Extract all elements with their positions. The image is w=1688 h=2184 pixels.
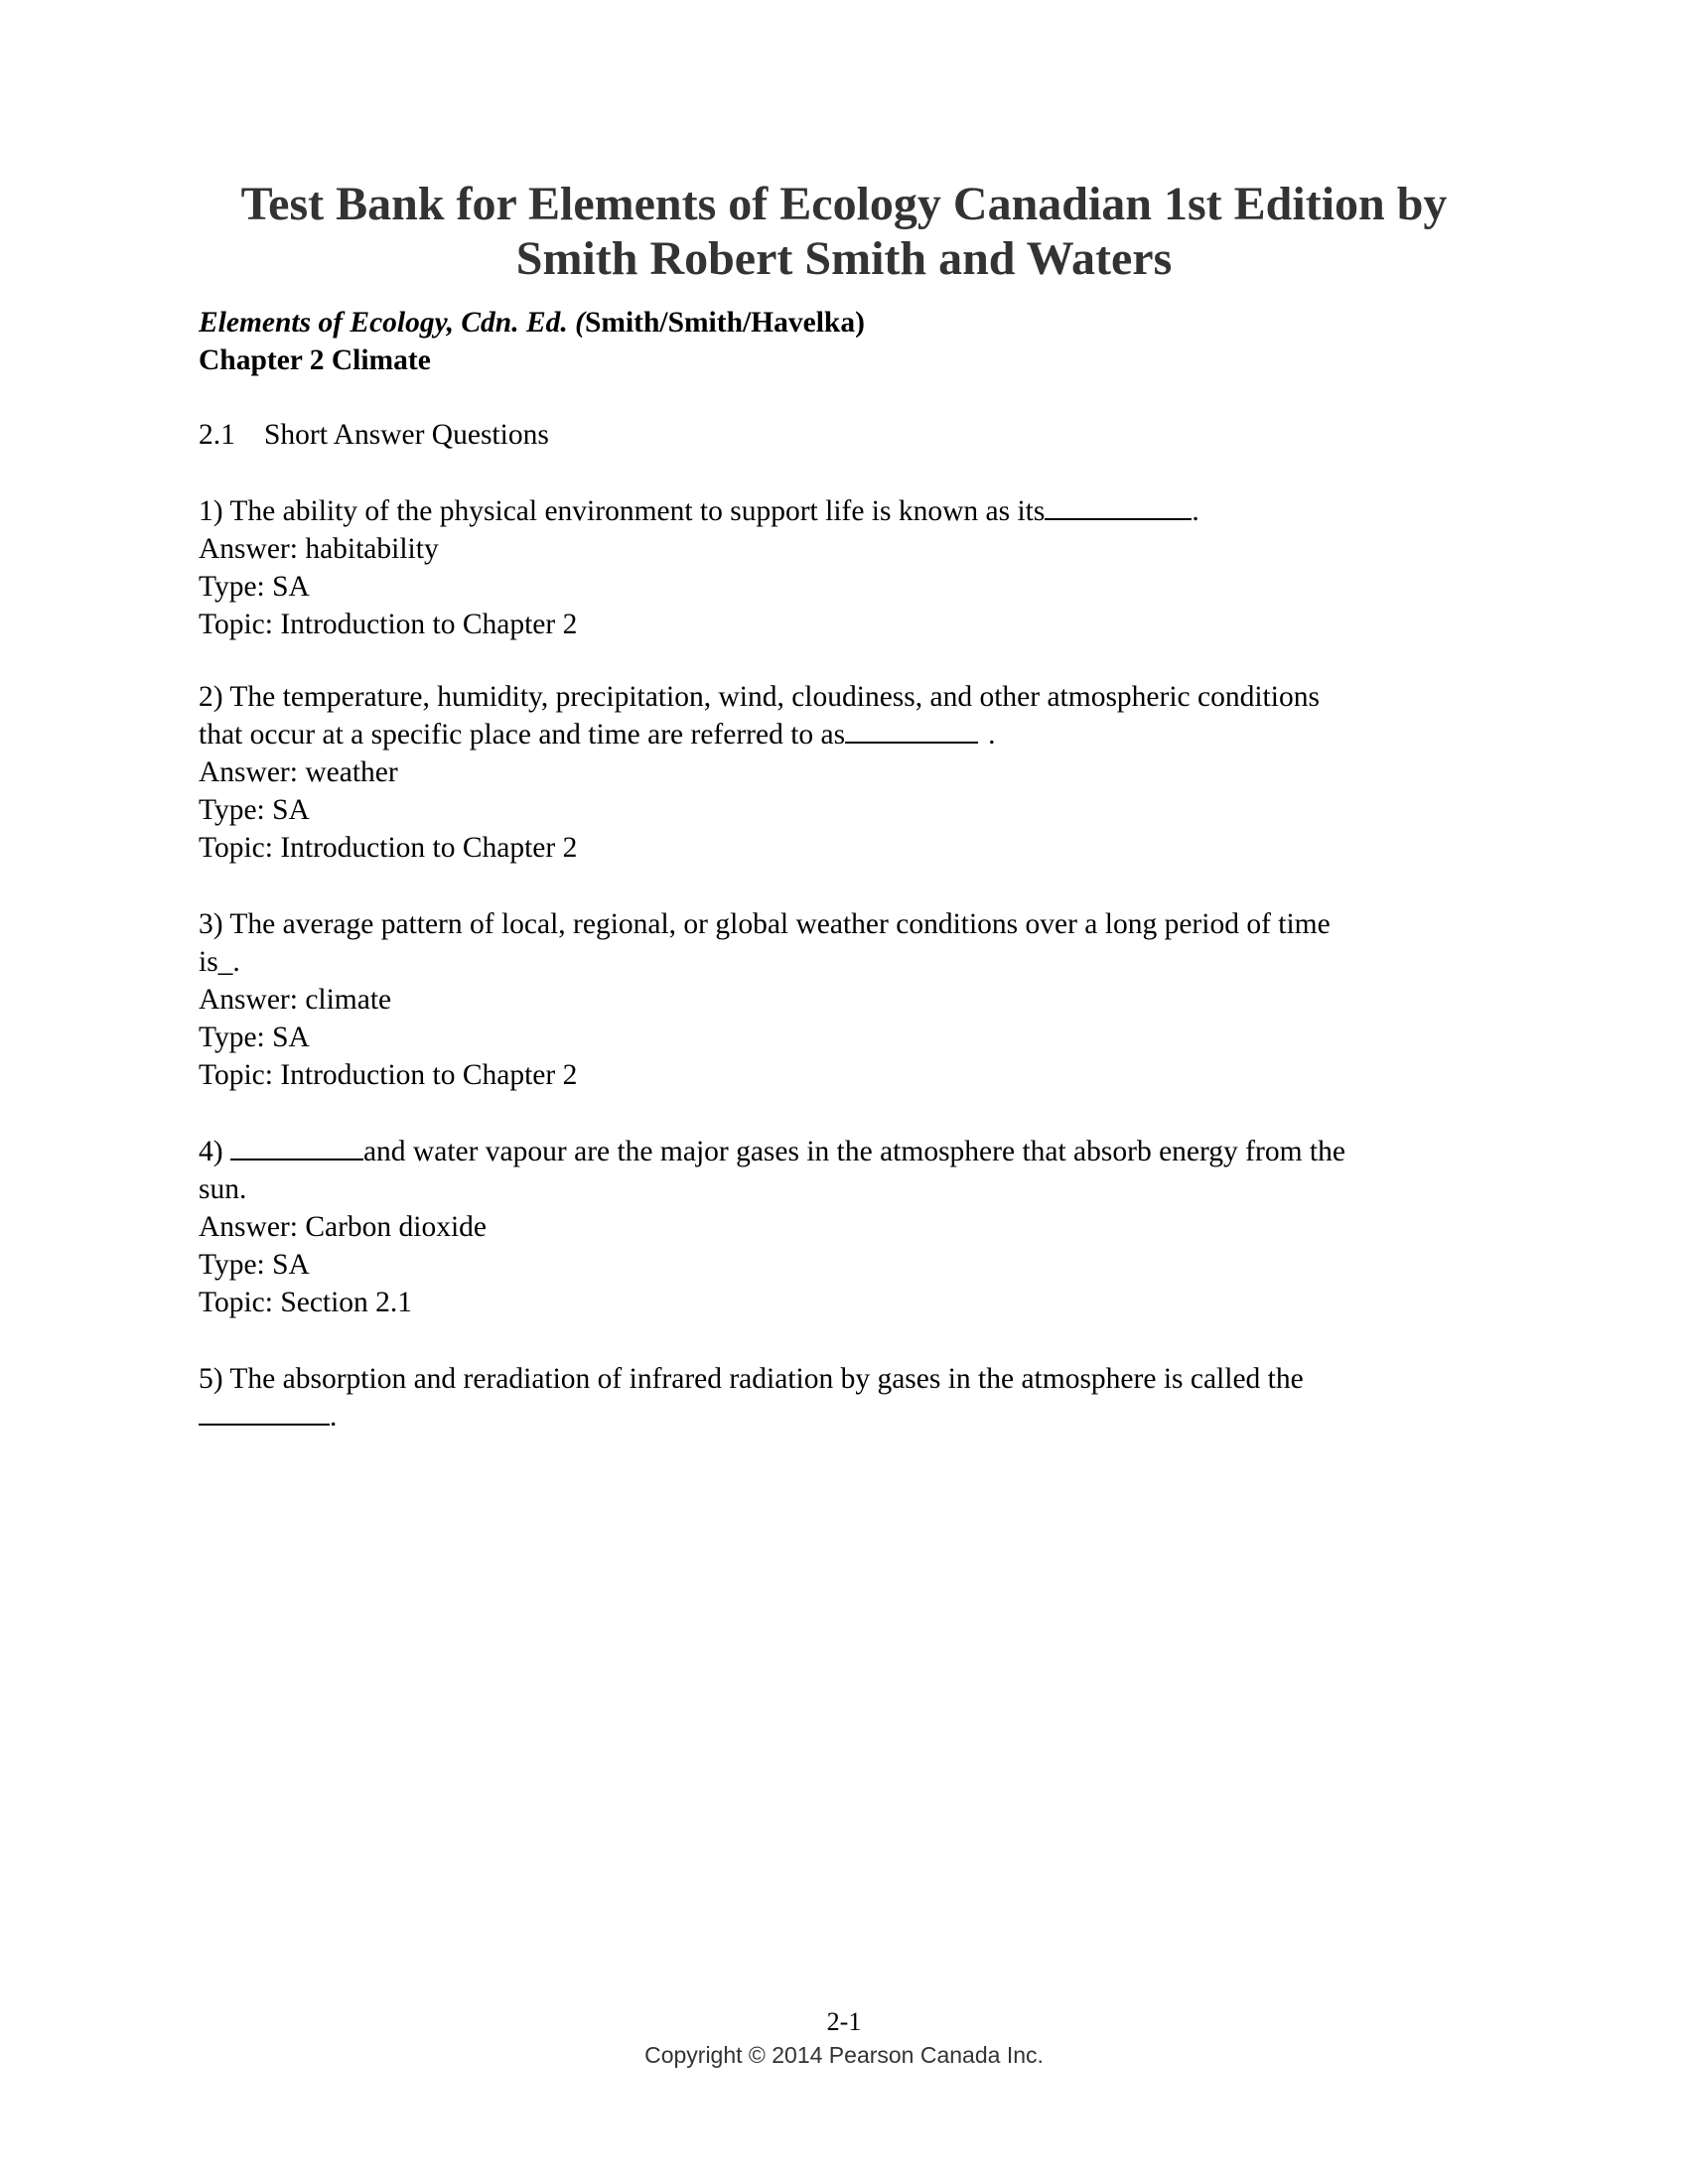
question-text-part: 4) [199,1136,230,1167]
book-authors: Smith/Smith/Havelka) [584,307,865,339]
answer-blank [230,1133,363,1160]
question-5 [199,1360,1529,1435]
answer-line: Answer: climate [199,984,392,1016]
topic-line: Topic: Section 2.1 [199,1287,413,1318]
question-text [199,1133,1529,1170]
question-text: sun. [199,1173,247,1205]
type-line: Type: SA [199,571,310,603]
answer-line: Answer: habitability [199,533,439,565]
section-number: 2.1 [199,419,235,451]
title-line-2: Smith Robert Smith and Waters [515,232,1173,285]
title-line-1: Test Bank for Elements of Ecology Canadian 1st Edition by [240,178,1448,230]
question-text-part: . [988,719,996,751]
type-line: Type: SA [199,1249,310,1281]
question-text-part: . [1192,495,1199,527]
question-text [199,492,1529,530]
question-text-part: and water vapour are the major gases in the atmosphere that absorb energy from the [362,1136,1345,1167]
question-text: 5) The absorption and reradiation of infrared radiation by gases in the atmosphere is called the [199,1363,1304,1395]
page-title [149,177,1539,286]
topic-line: Topic: Introduction to Chapter 2 [199,609,578,640]
question-text: 2) The temperature, humidity, precipitation, wind, cloudiness, and other atmospheric conditions [199,681,1320,713]
answer-line: Answer: weather [199,756,398,788]
chapter-heading: Chapter 2 Climate [199,344,431,376]
book-reference [199,304,1509,341]
question-text [199,716,1529,753]
type-line: Type: SA [199,1022,310,1053]
question-3 [199,905,1529,1094]
question-1 [199,492,1529,643]
question-text-part: . [330,1401,338,1433]
section-title: Short Answer Questions [264,419,549,451]
copyright-notice: Copyright © 2014 Pearson Canada Inc. [644,2042,1044,2068]
question-2 [199,678,1529,867]
question-text: 3) The average pattern of local, regional, or global weather conditions over a long period of time [199,908,1331,940]
question-text [199,1398,1529,1435]
type-line: Type: SA [199,794,310,826]
answer-blank [199,1398,330,1426]
section-heading [199,416,1509,454]
question-text-part: that occur at a specific place and time are referred to as [199,719,846,751]
topic-line: Topic: Introduction to Chapter 2 [199,832,578,864]
question-text: is_. [199,946,240,978]
book-title: Elements of Ecology, Cdn. Ed. ( [199,307,585,339]
question-4 [199,1133,1529,1321]
question-text-part: 1) The ability of the physical environment to support life is known as its [199,495,1046,527]
answer-line: Answer: Carbon dioxide [199,1211,488,1243]
page-number: 2-1 [826,2007,862,2036]
answer-blank [1045,492,1192,520]
topic-line: Topic: Introduction to Chapter 2 [199,1059,578,1091]
answer-blank [845,716,978,744]
